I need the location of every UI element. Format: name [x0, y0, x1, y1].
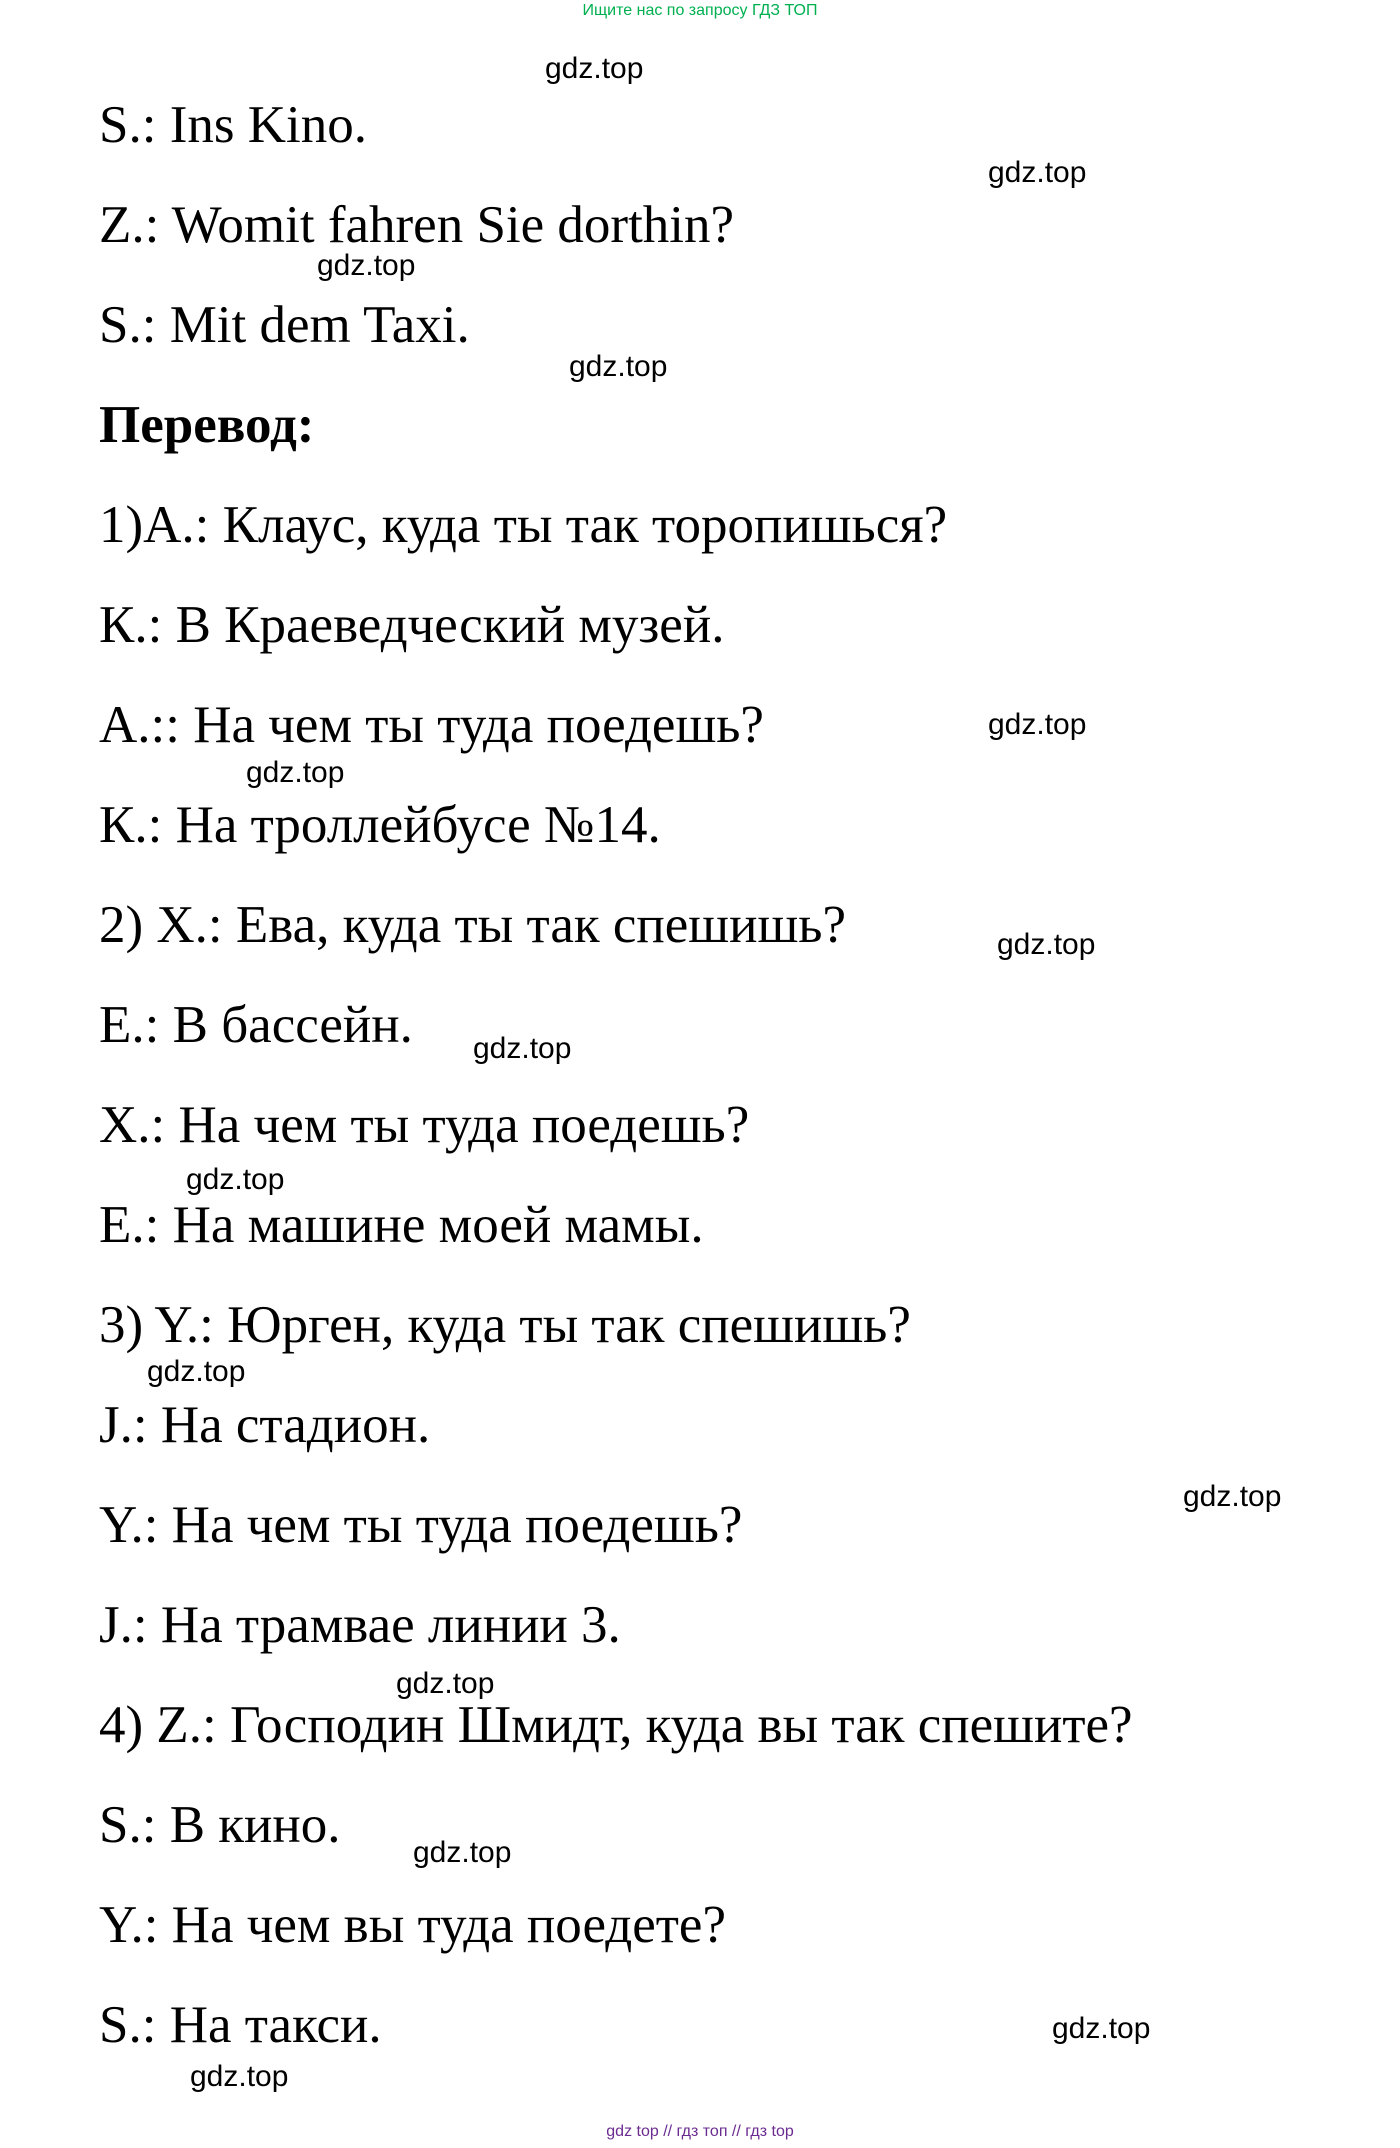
- watermark: gdz.top: [147, 1355, 246, 1388]
- watermark: gdz.top: [396, 1667, 495, 1700]
- translation-line: 4) Z.: Господин Шмидт, куда вы так спешите?: [99, 1696, 1133, 1754]
- watermark: gdz.top: [545, 52, 644, 85]
- watermark: gdz.top: [997, 928, 1096, 961]
- watermark: gdz.top: [988, 708, 1087, 741]
- translation-heading: Перевод:: [99, 396, 315, 454]
- translation-line: К.: В Краеведческий музей.: [99, 596, 725, 654]
- watermark: gdz.top: [988, 156, 1087, 189]
- translation-line: А.:: На чем ты туда поедешь?: [99, 696, 764, 754]
- watermark: gdz.top: [190, 2060, 289, 2093]
- watermark: gdz.top: [473, 1032, 572, 1065]
- translation-line: К.: На троллейбусе №14.: [99, 796, 661, 854]
- translation-line: Е.: В бассейн.: [99, 996, 413, 1054]
- watermark: gdz.top: [413, 1836, 512, 1869]
- watermark: gdz.top: [317, 249, 416, 282]
- german-line: Z.: Womit fahren Sie dorthin?: [99, 196, 735, 254]
- watermark: gdz.top: [1183, 1480, 1282, 1513]
- footer-links[interactable]: gdz top // гдз топ // гдз top: [606, 2123, 794, 2140]
- translation-line: 1)A.: Клаус, куда ты так торопишься?: [99, 496, 948, 554]
- translation-line: J.: На стадион.: [99, 1396, 431, 1454]
- translation-line: Y.: На чем вы туда поедете?: [99, 1896, 726, 1954]
- watermark: gdz.top: [186, 1163, 285, 1196]
- translation-line: Х.: На чем ты туда поедешь?: [99, 1096, 750, 1154]
- translation-line: S.: На такси.: [99, 1996, 382, 2054]
- watermark: gdz.top: [569, 350, 668, 383]
- watermark: gdz.top: [246, 756, 345, 789]
- translation-line: S.: В кино.: [99, 1796, 341, 1854]
- translation-line: 3) Y.: Юрген, куда ты так спешишь?: [99, 1296, 911, 1354]
- watermark: gdz.top: [1052, 2012, 1151, 2045]
- german-line: S.: Ins Kino.: [99, 96, 367, 154]
- translation-line: J.: На трамвае линии 3.: [99, 1596, 621, 1654]
- translation-line: Y.: На чем ты туда поедешь?: [99, 1496, 743, 1554]
- top-banner[interactable]: Ищите нас по запросу ГДЗ ТОП: [582, 2, 818, 19]
- translation-line: Е.: На машине моей мамы.: [99, 1196, 704, 1254]
- german-line: S.: Mit dem Taxi.: [99, 296, 470, 354]
- translation-line: 2) X.: Ева, куда ты так спешишь?: [99, 896, 846, 954]
